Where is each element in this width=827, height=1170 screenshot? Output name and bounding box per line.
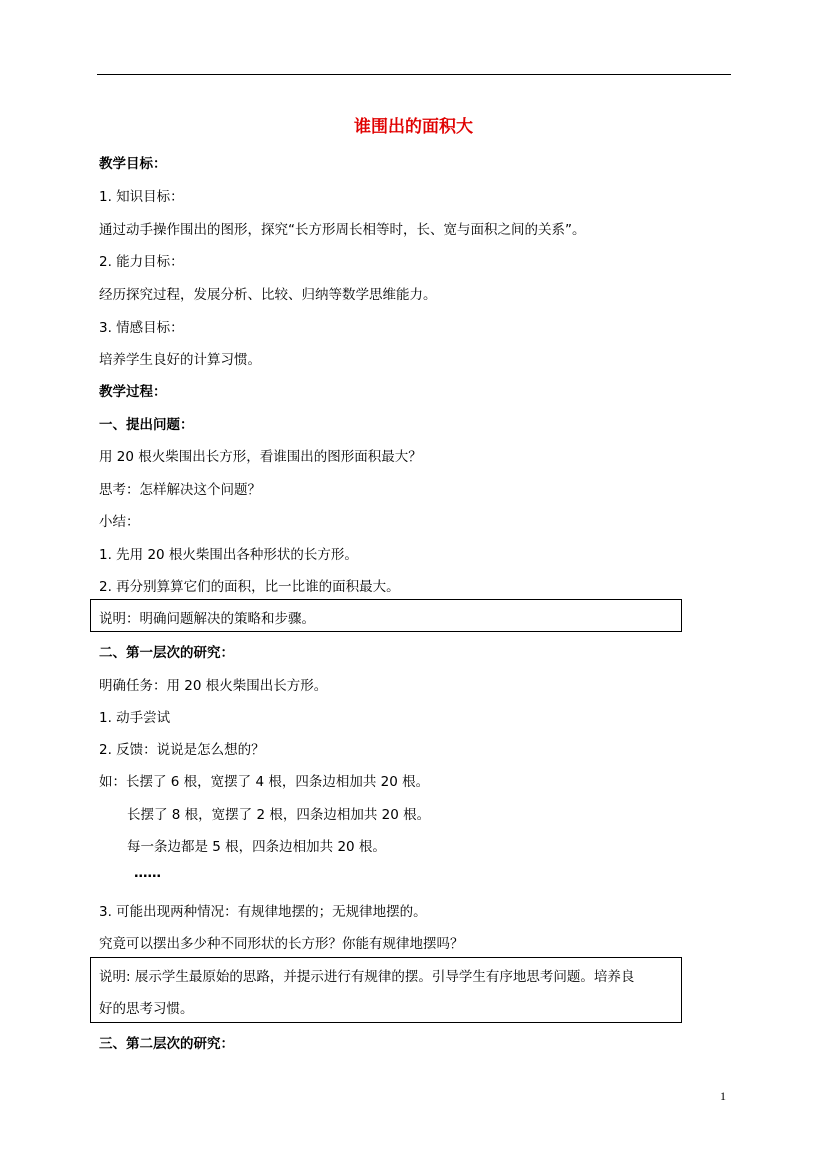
ability-goal-label: 2. 能力目标： — [99, 254, 184, 270]
header-rule — [97, 74, 731, 75]
part2-note-line1: 说明: 展示学生最原始的思路，并提示进行有规律的摆。引导学生有序地思考问题。培养良 — [99, 969, 635, 985]
part1-summary-label: 小结： — [99, 514, 140, 530]
part1-heading: 一、提出问题： — [99, 417, 194, 433]
part1-note: 说明：明确问题解决的策略和步骤。 — [99, 611, 315, 627]
part2-ellipsis: …… — [134, 865, 161, 881]
part1-think: 思考：怎样解决这个问题？ — [99, 482, 261, 498]
emotion-goal-label: 3. 情感目标： — [99, 320, 184, 336]
part1-note-box — [90, 599, 682, 632]
knowledge-goal-label: 1. 知识目标： — [99, 189, 184, 205]
knowledge-goal-text: 通过动手操作围出的图形，探究“长方形周长相等时，长、宽与面积之间的关系”。 — [99, 222, 586, 238]
emotion-goal-text: 培养学生良好的计算习惯。 — [99, 352, 261, 368]
part2-note-line2: 好的思考习惯。 — [99, 1001, 194, 1017]
document-title: 谁围出的面积大 — [354, 117, 473, 137]
part2-example2: 长摆了 8 根，宽摆了 2 根，四条边相加共 20 根。 — [127, 807, 431, 823]
part1-step1: 1. 先用 20 根火柴围出各种形状的长方形。 — [99, 547, 358, 563]
page-number: 1 — [720, 1089, 726, 1103]
part2-question: 究竟可以摆出多少种不同形状的长方形？你能有规律地摆吗？ — [99, 936, 464, 952]
part2-example1: 如：长摆了 6 根，宽摆了 4 根，四条边相加共 20 根。 — [99, 774, 430, 790]
ability-goal-text: 经历探究过程，发展分析、比较、归纳等数学思维能力。 — [99, 287, 437, 303]
part1-question: 用 20 根火柴围出长方形，看谁围出的图形面积最大？ — [99, 449, 422, 465]
part2-heading: 二、第一层次的研究： — [99, 645, 234, 661]
part2-task: 明确任务：用 20 根火柴围出长方形。 — [99, 678, 328, 694]
part1-step2: 2. 再分别算算它们的面积，比一比谁的面积最大。 — [99, 579, 400, 595]
part2-note-box — [90, 957, 682, 1023]
goals-heading: 教学目标： — [99, 156, 167, 172]
part3-heading: 三、第二层次的研究： — [99, 1036, 234, 1052]
part2-item3: 3. 可能出现两种情况：有规律地摆的；无规律地摆的。 — [99, 904, 427, 920]
process-heading: 教学过程： — [99, 384, 167, 400]
part2-item2: 2. 反馈：说说是怎么想的？ — [99, 742, 265, 758]
part2-example3: 每一条边都是 5 根，四条边相加共 20 根。 — [127, 839, 386, 855]
part2-item1: 1. 动手尝试 — [99, 710, 171, 726]
